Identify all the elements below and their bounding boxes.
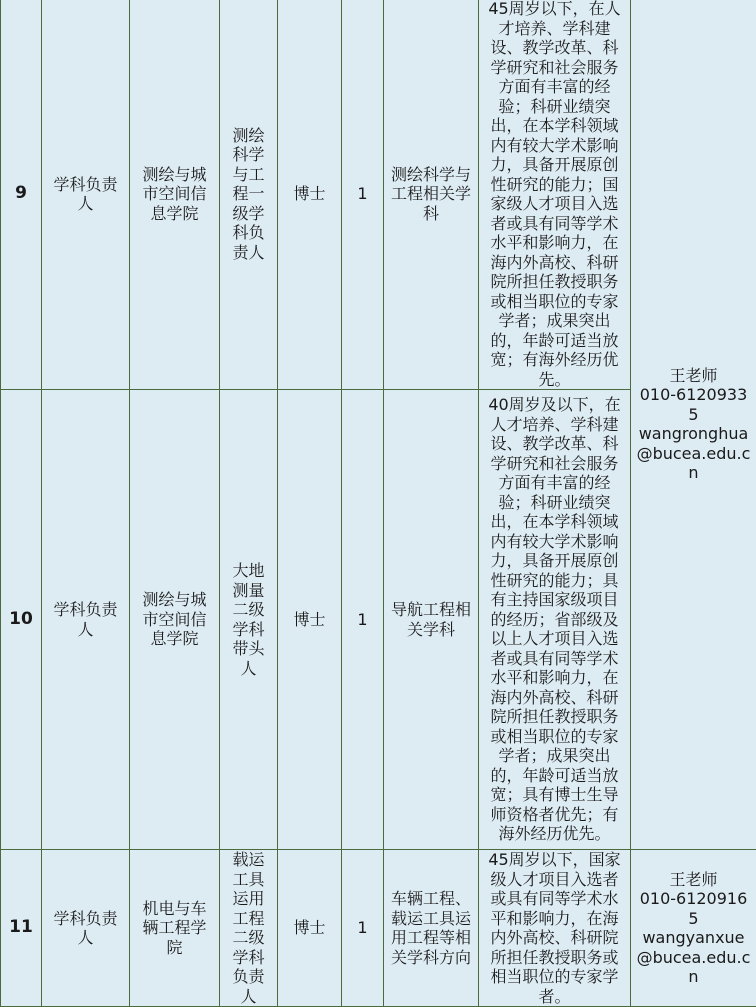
contact-name: 王老师 — [636, 366, 751, 386]
requirements-cell: 45周岁以下，国家级人才项目入选者或具有同等学术水平和影响力，在海内外高校、科研院所担任教授职务或相当职位的专家学者。 — [479, 850, 631, 1007]
discipline-cell: 测绘科学与工程一级学科负责人 — [220, 0, 278, 390]
table-row — [1, 0, 756, 390]
major-cell: 导航工程相关学科 — [384, 390, 479, 850]
row-number: 9 — [1, 0, 42, 390]
degree-cell: 博士 — [278, 850, 342, 1007]
position-cell: 学科负责人 — [42, 390, 130, 850]
degree-cell: 博士 — [278, 390, 342, 850]
contact-email: wangyanxue@bucea.edu.cn — [636, 928, 751, 987]
contact-phone: 010-61209335 — [636, 385, 751, 424]
major-cell: 测绘科学与工程相关学科 — [384, 0, 479, 390]
department-cell: 测绘与城市空间信息学院 — [130, 0, 220, 390]
contact-email: wangronghua@bucea.edu.cn — [636, 424, 751, 483]
degree-cell: 博士 — [278, 0, 342, 390]
contact-cell — [631, 0, 756, 850]
count-cell: 1 — [342, 390, 384, 850]
department-cell: 机电与车辆工程学院 — [130, 850, 220, 1007]
table-row — [1, 850, 756, 1007]
requirements-cell: 45周岁以下，在人才培养、学科建设、教学改革、科学研究和社会服务方面有丰富的经验；科研业绩突出，在本学科领域内有较大学术影响力，具备开展原创性研究的能力；国家级人才项目入选者或具有同等学术水平和影响力，在海内外高校、科研院所担任教授职务或相当职位的专家学者；成果突出的，年龄可适当放宽；有海外经历优先。 — [479, 0, 631, 390]
count-cell: 1 — [342, 0, 384, 390]
requirements-cell: 40周岁及以下，在人才培养、学科建设、教学改革、科学研究和社会服务方面有丰富的经验；科研业绩突出，在本学科领域内有较大学术影响力，具备开展原创性研究的能力；具有主持国家级项目的经历；省部级及以上人才项目入选者或具有同等学术水平和影响力，在海内外高校、科研院所担任教授职务或相当职位的专家学者；成果突出的，年龄可适当放宽；具有博士生导师资格者优先；有海外经历优先。 — [479, 390, 631, 850]
major-cell: 车辆工程、载运工具运用工程等相关学科方向 — [384, 850, 479, 1007]
contact-name: 王老师 — [636, 870, 751, 890]
row-number: 10 — [1, 390, 42, 850]
count-cell: 1 — [342, 850, 384, 1007]
department-cell: 测绘与城市空间信息学院 — [130, 390, 220, 850]
position-cell: 学科负责人 — [42, 850, 130, 1007]
row-number: 11 — [1, 850, 42, 1007]
discipline-cell: 载运工具运用工程二级学科负责人 — [220, 850, 278, 1007]
discipline-cell: 大地测量二级学科带头人 — [220, 390, 278, 850]
contact-phone: 010-61209165 — [636, 889, 751, 928]
position-cell: 学科负责人 — [42, 0, 130, 390]
contact-cell — [631, 850, 756, 1007]
